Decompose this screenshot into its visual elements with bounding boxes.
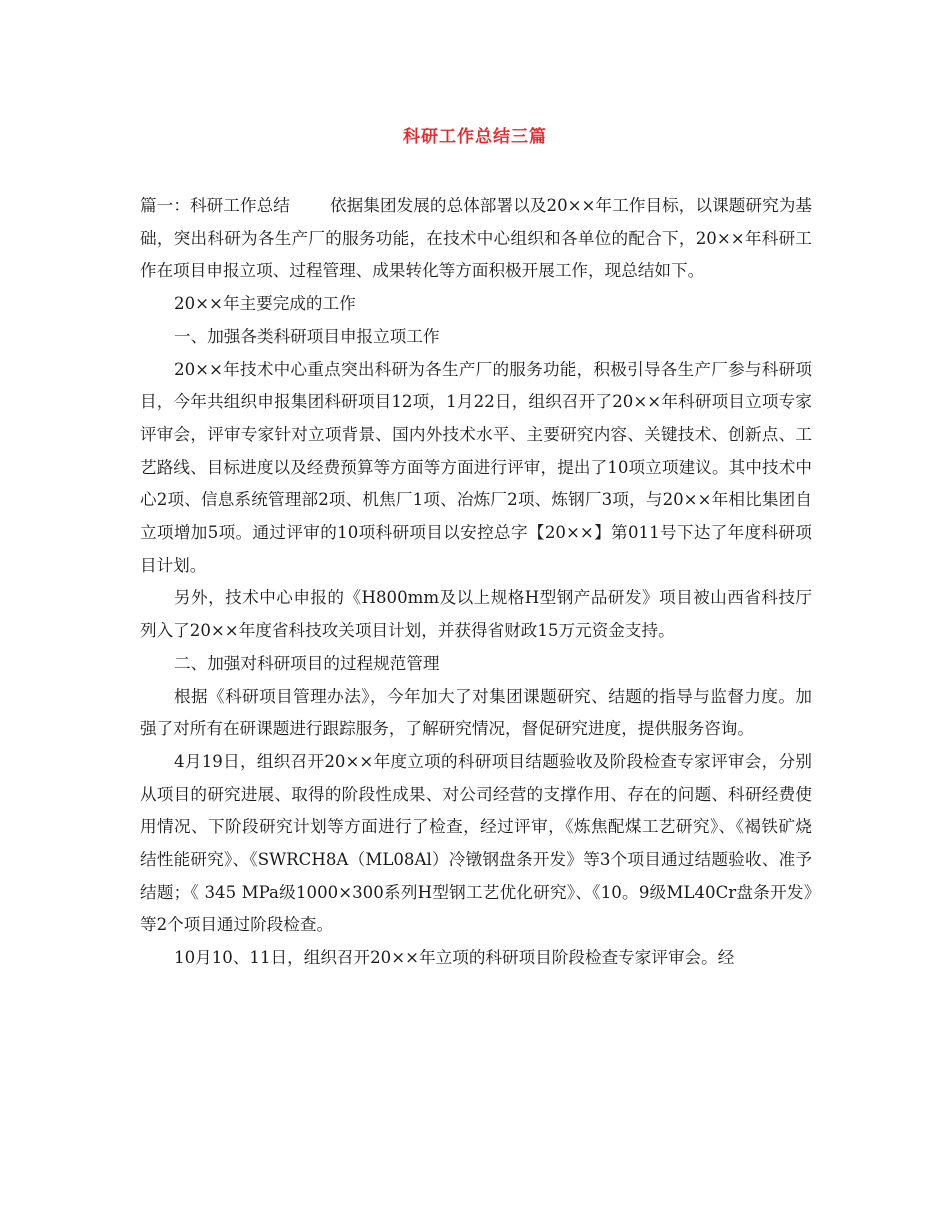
paragraph-text: 依据集团发展的总体部署以及20××年工作目标，以课题研究为基础，突出科研为各生产厂的服务功能，在技术中心组织和各单位的配合下，20××年科研工作在项目申报立项、过程管理、成果转化等方面积极开展工作，现总结如下。 xyxy=(140,196,813,281)
section-heading: 二、加强对科研项目的过程规范管理 xyxy=(174,653,440,673)
paragraph: 根据《科研项目管理办法》，今年加大了对集团课题研究、结题的指导与监督力度。加强了对所有在研课题进行跟踪服务，了解研究情况，督促研究进度，提供服务咨询。 xyxy=(140,686,812,739)
document-title: 科研工作总结三篇 xyxy=(403,127,547,147)
document-body xyxy=(140,190,812,975)
paragraph-intro xyxy=(140,190,812,288)
paragraph: 4月19日，组织召开20××年度立项的科研项目结题验收及阶段检查专家评审会，分别从项目的研究进展、取得的阶段性成果、对公司经营的支撑作用、存在的问题、科研经费使用情况、下阶段研究计划等方面进行了检查，经过评审，《炼焦配煤工艺研究》、《褐铁矿烧结性能研究》、《SWRCH8A（ML08Al）冷镦钢盘条开发》等3个项目通过结题验收、准予结题；《 345 MPa级1000×300系列H型钢工艺优化研究》、《10。9级ML40Cr盘条开发》等2个项目通过阶段检查。 xyxy=(140,751,812,935)
section-lead: 篇一：科研工作总结 xyxy=(140,196,290,215)
section-heading: 20××年主要完成的工作 xyxy=(174,294,356,314)
paragraph: 20××年技术中心重点突出科研为各生产厂的服务功能，积极引导各生产厂参与科研项目，今年共组织申报集团科研项目12项，1月22日，组织召开了20××年科研项目立项专家评审会，评审专家针对立项背景、国内外技术水平、主要研究内容、关键技术、创新点、工艺路线、目标进度以及经费预算等方面等方面进行评审，提出了10项立项建议。其中技术中心2项、信息系统管理部2项、机焦厂1项、冶炼厂2项、炼钢厂3项，与20××年相比集团自立项增加5项。通过评审的10项科研项目以安控总字【20××】第011号下达了年度科研项目计划。 xyxy=(140,359,812,575)
paragraph: 10月10、11日，组织召开20××年立项的科研项目阶段检查专家评审会。经 xyxy=(174,948,735,968)
paragraph: 另外，技术中心申报的《H800mm及以上规格H型钢产品研发》项目被山西省科技厅列入了20××年度省科技攻关项目计划，并获得省财政15万元资金支持。 xyxy=(140,588,812,641)
section-heading: 一、加强各类科研项目申报立项工作 xyxy=(174,326,440,346)
